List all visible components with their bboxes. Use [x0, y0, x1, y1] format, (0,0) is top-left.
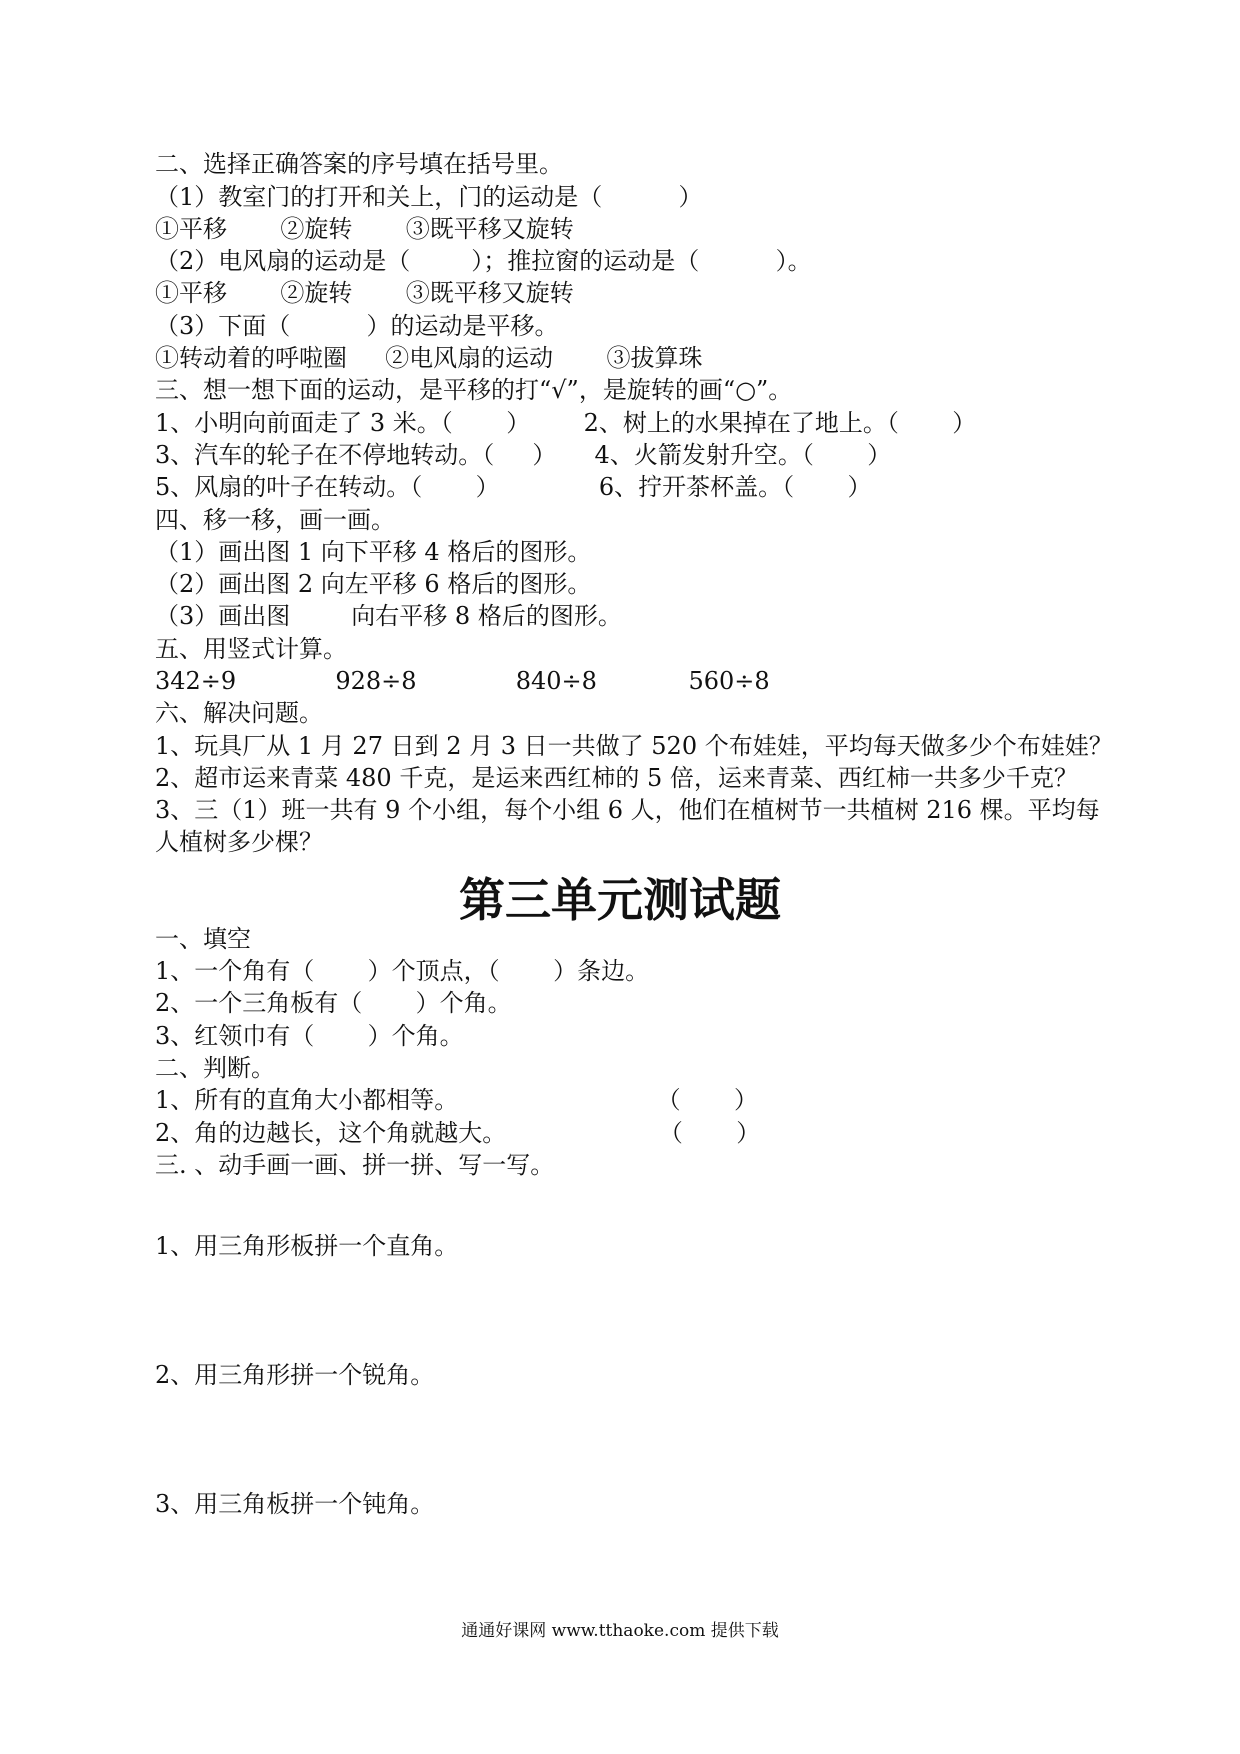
- section-heading-choice: 二、选择正确答案的序号填在括号里。: [155, 150, 563, 178]
- choice-question-2: （2）电风扇的运动是（ ）；推拉窗的运动是（ ）。: [155, 247, 812, 275]
- section-heading-draw: 四、移一移，画一画。: [155, 506, 395, 534]
- problem-3-line-1: 3、三（1）班一共有 9 个小组，每个小组 6 人，他们在植树节一共植树 216 棵。平均每: [155, 796, 1100, 824]
- draw-question-2: （2）画出图 2 向左平移 6 格后的图形。: [155, 570, 592, 598]
- problem-3-line-2: 人植树多少棵？: [155, 828, 323, 856]
- draw-question-1: （1）画出图 1 向下平移 4 格后的图形。: [155, 538, 592, 566]
- unit-title: 第三单元测试题: [459, 873, 781, 927]
- section-heading-calc: 五、用竖式计算。: [155, 635, 347, 663]
- hands-on-question-1: 1、用三角形板拼一个直角。: [155, 1232, 459, 1260]
- judge-question-1: 1、所有的直角大小都相等。 （ ）: [155, 1086, 759, 1114]
- section-heading-hands-on: 三. 、动手画一画、拼一拼、写一写。: [155, 1151, 555, 1179]
- section-heading-judge: 二、判断。: [155, 1054, 275, 1082]
- hands-on-question-2: 2、用三角形拼一个锐角。: [155, 1361, 435, 1389]
- motion-judge-row-1: 1、小明向前面走了 3 米。（ ） 2、树上的水果掉在了地上。（ ）: [155, 409, 977, 437]
- page-footer: 通通好课网 www.tthaoke.com 提供下载: [461, 1621, 779, 1641]
- section-heading-motion-judge: 三、想一想下面的运动，是平移的打“√”，是旋转的画“○”。: [155, 376, 793, 404]
- fill-question-2: 2、一个三角板有（ ）个角。: [155, 989, 512, 1017]
- problem-1: 1、玩具厂从 1 月 27 日到 2 月 3 日一共做了 520 个布娃娃，平均每天做多少个布娃娃？: [155, 732, 1113, 760]
- choice-question-1: （1）教室门的打开和关上，门的运动是（ ）: [155, 183, 703, 211]
- fill-question-1: 1、一个角有（ ）个顶点，（ ）条边。: [155, 957, 650, 985]
- fill-question-3: 3、红领巾有（ ）个角。: [155, 1022, 464, 1050]
- motion-judge-row-3: 5、风扇的叶子在转动。（ ） 6、拧开茶杯盖。（ ）: [155, 473, 872, 501]
- section-heading-fill: 一、填空: [155, 925, 251, 953]
- choice-question-1-options: ①平移 ②旋转 ③既平移又旋转: [155, 215, 574, 243]
- section-heading-problems: 六、解决问题。: [155, 699, 323, 727]
- judge-question-2: 2、角的边越长，这个角就越大。 （ ）: [155, 1119, 761, 1147]
- draw-question-3: （3）画出图 向右平移 8 格后的图形。: [155, 602, 622, 630]
- choice-question-2-options: ①平移 ②旋转 ③既平移又旋转: [155, 279, 574, 307]
- hands-on-question-3: 3、用三角板拼一个钝角。: [155, 1490, 435, 1518]
- choice-question-3: （3）下面（ ）的运动是平移。: [155, 312, 559, 340]
- motion-judge-row-2: 3、汽车的轮子在不停地转动。（ ） 4、火箭发射升空。（ ）: [155, 441, 892, 469]
- problem-2: 2、超市运来青菜 480 千克，是运来西红柿的 5 倍，运来青菜、西红柿一共多少千克？: [155, 764, 1078, 792]
- calc-row: 342÷9 928÷8 840÷8 560÷8: [155, 667, 770, 695]
- choice-question-3-options: ①转动着的呼啦圈 ②电风扇的运动 ③拔算珠: [155, 344, 703, 372]
